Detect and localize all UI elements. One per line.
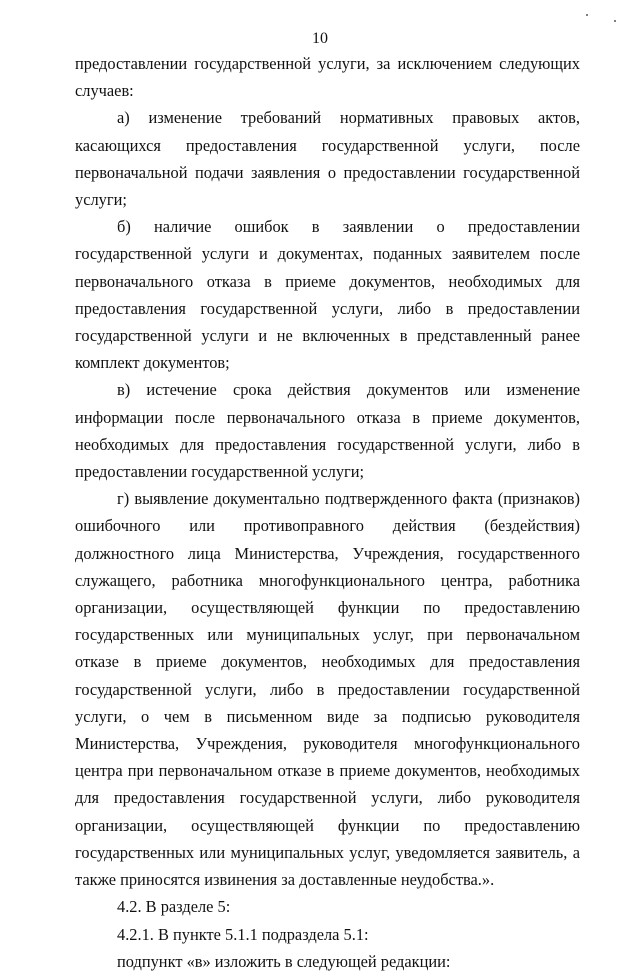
paragraph-item-b: б) наличие ошибок в заявлении о предоставлении государственной услуги и документах, поданных заявителем после первоначального отказа в приеме документов, необходимых для предоставления государственной услуги, либо в предоставлении государственной услуги и не включенных в представленный ранее комплект документов; (75, 217, 580, 373)
page-number: 10 (312, 30, 328, 47)
paragraph-item-a: а) изменение требований нормативных правовых актов, касающихся предоставления государственной услуги, после первоначальной подачи заявления о предоставлении государственной услуги; (75, 108, 580, 210)
paragraph-item-g: г) выявление документально подтвержденного факта (признаков) ошибочного или противоправного действия (бездействия) должностного лица Министерства, Учреждения, государственного служащего, работника многофункционального центра, работника организации, осуществляющей функции по предоставлению государственных или муниципальных услуг, при первоначальном отказе в приеме документов, необходимых для предоставления государственной услуги, либо в предоставлении государственной услуги, о чем в письменном виде за подписью руководителя Министерства, Учреждения, руководителя многофункционального центра при первоначальном отказе в приеме документов, необходимых для предоставления государственной услуги, либо руководителя организации, осуществляющей функции по предоставлению государственных или муниципальных услуг, уведомляется заявитель, а также приносятся извинения за доставленные неудобства.». (75, 489, 580, 890)
scan-speck (614, 20, 616, 22)
paragraph-section-4-2-1: 4.2.1. В пункте 5.1.1 подраздела 5.1: (117, 924, 369, 944)
paragraph-subitem-v-instruction: подпункт «в» изложить в следующей редакции: (117, 951, 451, 971)
paragraph-continuation: предоставлении государственной услуги, за исключением следующих случаев: (75, 54, 580, 101)
document-body (75, 50, 580, 975)
scan-speck (586, 14, 588, 16)
paragraph-item-v: в) истечение срока действия документов или изменение информации после первоначального отказа в приеме документов, необходимых для предоставления государственной услуги, либо в предоставлении государственной услуги; (75, 380, 580, 482)
paragraph-section-4-2: 4.2. В разделе 5: (117, 897, 231, 917)
